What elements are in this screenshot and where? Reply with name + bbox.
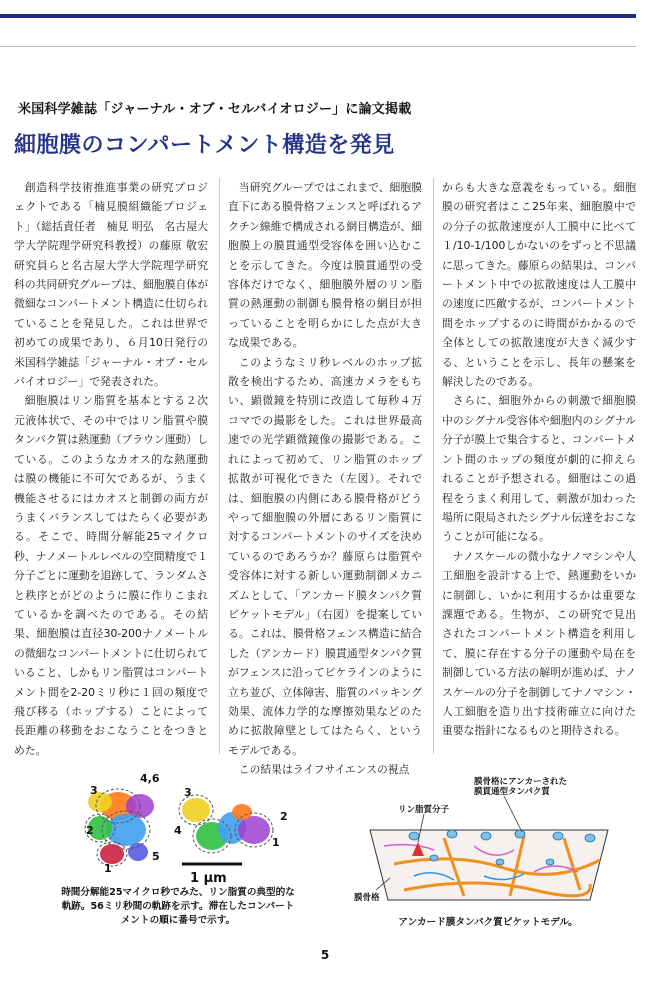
scale-bar-label: 1 μm <box>190 871 227 886</box>
paragraph: 当研究グループではこれまで、細胞膜直下にある膜骨格フェンスと呼ばれるアクチン線維で構成される網目構造が、細胞膜上の膜貫通型受容体を囲い込むことを示してきた。今度は膜貫通型の受容体だけでなく、細胞膜外層のリン脂質の熱運動の制御も膜骨格の網目が担っていることを明らかにした点が大きな成果である。 <box>228 181 422 350</box>
trajectory-label: 2 <box>86 824 94 837</box>
column-divider <box>219 178 220 754</box>
cytoskeleton-label: 膜骨格 <box>354 893 380 903</box>
paragraph: からも大きな意義をもっている。細胞膜の研究者はここ25年来、細胞膜中での分子の拡散速度が人工膜中に比べて１/10-1/100しかないのをずっと不思議に思ってきた。藤原らの結果は、コンパートメント中での拡散速度は人工膜中の速度に匹敵するが、コンパートメント間をホップするのに時間がかかるので全体としての拡散速度が大きく減少する、ということを示し、長年の懸案を解決したのである。 <box>442 181 636 389</box>
trajectory-label: 1 <box>272 836 280 849</box>
article-kicker: 米国科学雑誌「ジャーナル・オブ・セルバイオロジー」に論文掲載 <box>18 102 412 117</box>
paragraph: この結果はライフサイエンスの視点 <box>238 763 410 777</box>
trajectory-label: 5 <box>152 850 160 863</box>
picket-model-figure <box>354 772 624 914</box>
paragraph: このようなミリ秒レベルのホップ拡散を検出するため、高速カメラをもちい、顕微鏡を特別に改造して毎秒４万コマでの撮影をした。これは世界最高速での光学顕微鏡像の撮影である。これによって初めて、リン脂質のホップ拡散が可視化できた（左図）。それでは、細胞膜の内側にある膜骨格がどうやって細胞膜の外層にあるリン脂質に対するコンパートメントのサイズを決めているのであろうか？藤原らは脂質や受容体に対する新しい運動制御メカニズムとして、「アンカード膜タンパク質ピケットモデル」（右図）を提案している。これは、膜骨格フェンス構造に結合した（アンカード）膜貫通型タンパク質がフェンスに沿ってピケラインのように立ち並び、立体障害、脂質のパッキング効果、流体力学的な摩擦効果などのために拡散障壁としてはたらく、というモデルである。 <box>228 355 422 757</box>
paragraph: 創造科学技術推進事業の研究プロジェクトである「楠見膜組織能プロジェト」（総括責任者 楠見 明弘 名古屋大学大学院理学研究科教授）の藤原 敬宏研究員らと名古屋大学大学院理学研究科の共同研究グループは、細胞膜自体が微細なコンパートメント構造に仕切られていることを発見した。これは世界で初めての成果であり、６月10日発行の米国科学雑誌「ジャーナル・オブ・セルバイオロジー」で発表された。 <box>14 181 208 389</box>
paragraph: 細胞膜はリン脂質を基本とする２次元液体状で、その中ではリン脂質や膜タンパク質は熱運動（ブラウン運動）している。このようなカオス的な熱運動は膜の機能に不可欠であるが、うまく機能させるにはカオスと制御の両方がうまくバランスしてはたらく必要がある。そこで、時間分解能25マイクロ秒、ナノメートルレベルの空間精度で１分子ごとに運動を追跡して、ランダムさと秩序とがどのように膜に作りこまれているかを調べたのである。その結果、細胞膜は直径30-200ナノメートルの微細なコンパートメントに仕切られていること、しかもリン脂質はコンパートメント間を2-20ミリ秒に１回の頻度で飛び移る（ホップする）ことによって長距離の移動をおこなうことをつきとめた。 <box>14 394 208 757</box>
text-column-2 <box>228 178 422 780</box>
trajectory-label: 3 <box>90 784 98 797</box>
anchored-protein-label-line1: 膜骨格にアンカーされた <box>474 777 568 787</box>
text-column-1 <box>14 178 208 760</box>
thin-rule <box>0 46 636 47</box>
text-column-3 <box>442 178 636 741</box>
top-rule <box>0 14 636 18</box>
figure-left-caption: 時間分解能25マイクロ秒でみた、リン脂質の典型的な軌跡。56ミリ秒間の軌跡を示す。滞在したコンパートメントの順に番号で示す。 <box>61 887 295 926</box>
trajectory-label: 3 <box>184 786 192 799</box>
figure-right-caption: アンカード膜タンパク質ピケットモデル。 <box>398 917 578 928</box>
paragraph: ナノスケールの微小なナノマシンや人工細胞を設計する上で、熱運動をいかに制御し、いかに利用するかは重要な課題である。生物が、この研究で見出されたコンパートメント構造を利用して、膜に存在する分子の運動や局在を制御している方法の解明が進めば、ナノスケールの分子を制御してナノマシン・人工細胞を造り出す技術確立に向けた重要な指針になるものと期待される。 <box>442 549 636 738</box>
article-headline: 細胞膜のコンパートメント構造を発見 <box>14 133 395 158</box>
page-number: 5 <box>320 948 330 962</box>
trajectory-label: 4 <box>174 824 182 837</box>
anchored-protein-label-line2: 膜貫通型タンパク質 <box>474 787 550 797</box>
trajectory-figure <box>56 768 304 886</box>
lipid-molecule-label: リン脂質分子 <box>398 805 450 815</box>
paragraph: さらに、細胞外からの刺激で細胞膜中のシグナル受容体や細胞内のシグナル分子が膜上で集合すると、コンパートメント間のホップの頻度が劇的に抑えられることが予想される。細胞はこの過程をうまく利用して、刺激が加わった場所に限局されたシグナル伝達をおこなうことが可能になる。 <box>442 394 636 544</box>
column-divider <box>433 178 434 754</box>
trajectory-label: 1 <box>104 862 112 875</box>
trajectory-label: 4,6 <box>140 772 160 785</box>
trajectory-label: 2 <box>280 810 288 823</box>
